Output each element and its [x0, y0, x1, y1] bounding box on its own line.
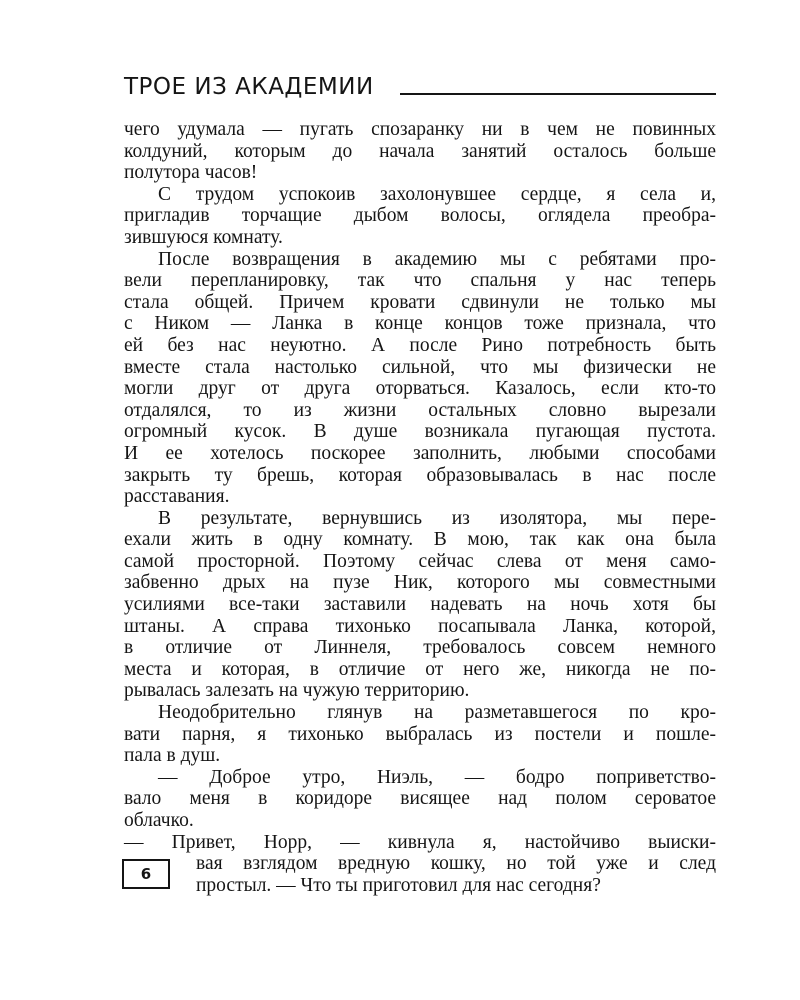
text-line: — Привет, Норр, — кивнула я, настойчиво выиски-	[124, 831, 716, 853]
text-line: штаны. А справа тихонько посапывала Ланка, которой,	[124, 615, 716, 637]
text-line: усилиями все-таки заставили надевать на ночь хотя бы	[124, 594, 716, 616]
text-line: И ее хотелось поскорее заполнить, любыми способами	[124, 442, 716, 464]
text-line: простыл. — Что ты приготовил для нас сегодня?	[196, 874, 601, 896]
text-line: вели перепланировку, так что спальня у нас теперь	[124, 270, 716, 292]
text-line: С трудом успокоив захолонувшее сердце, я села и,	[158, 183, 716, 205]
text-line: чего удумала — пугать спозаранку ни в чем не повинных	[124, 119, 716, 140]
text-line: самой просторной. Поэтому сейчас слева от меня само-	[124, 550, 716, 572]
text-line: полутора часов!	[124, 162, 258, 184]
header-rule	[400, 93, 716, 95]
body-text	[124, 119, 716, 853]
page-number: 6	[122, 859, 170, 889]
text-line: ей без нас неуютно. А после Рино потребность быть	[124, 334, 716, 356]
text-line: зившуюся комнату.	[124, 226, 283, 248]
text-line: вати парня, я тихонько выбралась из постели и пошле-	[124, 723, 716, 745]
text-line: ехали жить в одну комнату. В мою, так как она была	[124, 529, 716, 551]
text-line: пригладив торчащие дыбом волосы, оглядела преобра-	[124, 205, 716, 227]
text-line: После возвращения в академию мы с ребятами про-	[158, 248, 716, 270]
text-line: рывалась залезать на чужую территорию.	[124, 680, 470, 702]
book-title: ТРОЕ ИЗ АКАДЕМИИ	[124, 74, 374, 100]
text-line: колдуний, которым до начала занятий осталось больше	[124, 140, 716, 162]
text-line: огромный кусок. В душе возникала пугающая пустота.	[124, 421, 716, 443]
text-line: вая взглядом вредную кошку, но той уже и след	[196, 853, 716, 874]
text-line: закрыть ту брешь, которая образовывалась в нас после	[124, 464, 716, 486]
text-line: с Ником — Ланка в конце концов тоже признала, что	[124, 313, 716, 335]
text-line: могли друг от друга оторваться. Казалось, если кто-то	[124, 378, 716, 400]
text-line: вало меня в коридоре висящее над полом сероватое	[124, 788, 716, 810]
running-header	[124, 72, 716, 102]
text-line: облачко.	[124, 810, 194, 831]
text-line: расставания.	[124, 486, 230, 508]
text-line: Неодобрительно глянув на разметавшегося по кро-	[158, 702, 716, 724]
text-line: отдалялся, то из жизни остальных словно вырезали	[124, 399, 716, 421]
text-line: — Доброе утро, Ниэль, — бодро поприветство-	[158, 766, 716, 788]
body-text-continued	[196, 853, 716, 896]
text-line: пала в душ.	[124, 745, 221, 767]
text-line: стала общей. Причем кровати сдвинули не только мы	[124, 291, 716, 313]
text-line: вместе стала настолько сильной, что мы физически не	[124, 356, 716, 378]
text-line: забвенно дрых на пузе Ник, которого мы совместными	[124, 572, 716, 594]
text-line: места и которая, в отличие от него же, никогда не по-	[124, 658, 716, 680]
text-line: в отличие от Линнеля, требовалось совсем немного	[124, 637, 716, 659]
text-line: В результате, вернувшись из изолятора, мы пере-	[158, 507, 716, 529]
